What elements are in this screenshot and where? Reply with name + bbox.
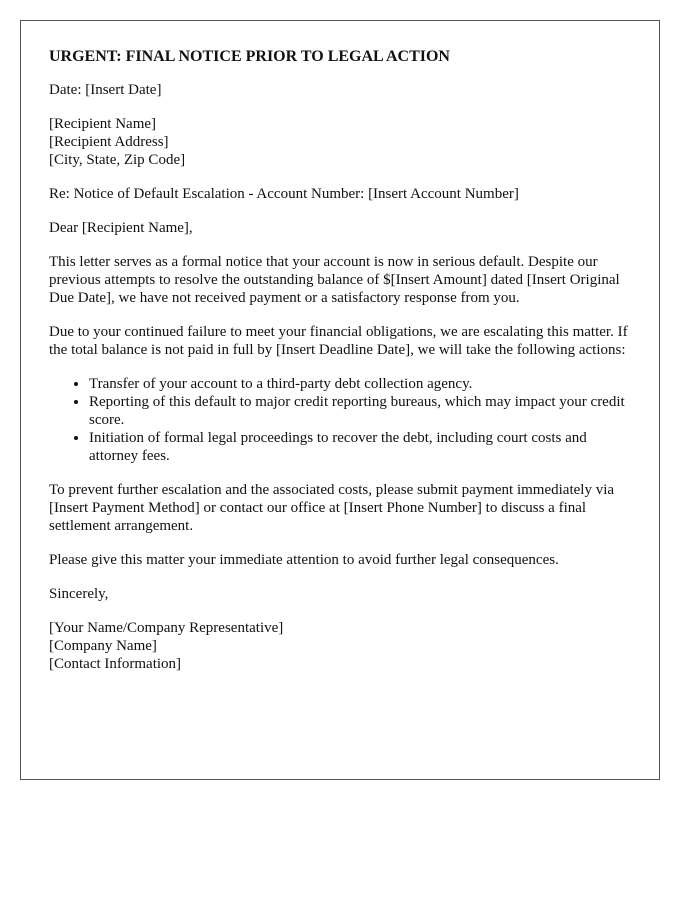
recipient-name: [Recipient Name]	[49, 116, 157, 132]
salutation: Dear [Recipient Name],	[49, 220, 193, 236]
signature-name: [Your Name/Company Representative]	[49, 620, 284, 636]
actions-list	[49, 375, 631, 465]
subject-line: Re: Notice of Default Escalation - Account Number: [Insert Account Number]	[49, 186, 519, 202]
list-item: • Initiation of formal legal proceedings to recover the debt, including court costs and attorney fees.	[89, 429, 631, 465]
signature-block	[49, 619, 631, 673]
letter-date: Date: [Insert Date]	[49, 82, 162, 98]
paragraph-payment-instructions: To prevent further escalation and the associated costs, please submit payment immediately via [Insert Payment Method] or contact our office at [Insert Phone Number] to discuss a final settlement arrangement.	[49, 482, 615, 534]
letter-title: URGENT: FINAL NOTICE PRIOR TO LEGAL ACTION	[49, 48, 450, 65]
signature-contact: [Contact Information]	[49, 656, 182, 672]
signature-company: [Company Name]	[49, 638, 157, 654]
recipient-block	[49, 115, 631, 169]
paragraph-attention: Please give this matter your immediate attention to avoid further legal consequences.	[49, 552, 559, 568]
list-item: • Transfer of your account to a third-party debt collection agency.	[89, 375, 631, 393]
recipient-city: [City, State, Zip Code]	[49, 152, 186, 168]
closing: Sincerely,	[49, 586, 109, 602]
paragraph-escalation: Due to your continued failure to meet your financial obligations, we are escalating this matter. If the total balance is not paid in full by [Insert Deadline Date], we will take the following actions:	[49, 324, 628, 358]
recipient-address: [Recipient Address]	[49, 134, 169, 150]
letter	[20, 20, 660, 780]
paragraph-default-notice: This letter serves as a formal notice that your account is now in serious default. Despite our previous attempts to resolve the outstanding balance of $[Insert Amount] dated [Insert Original Due Date], we have not received payment or a satisfactory response from you.	[49, 254, 620, 306]
list-item: • Reporting of this default to major credit reporting bureaus, which may impact your credit score.	[89, 393, 631, 429]
